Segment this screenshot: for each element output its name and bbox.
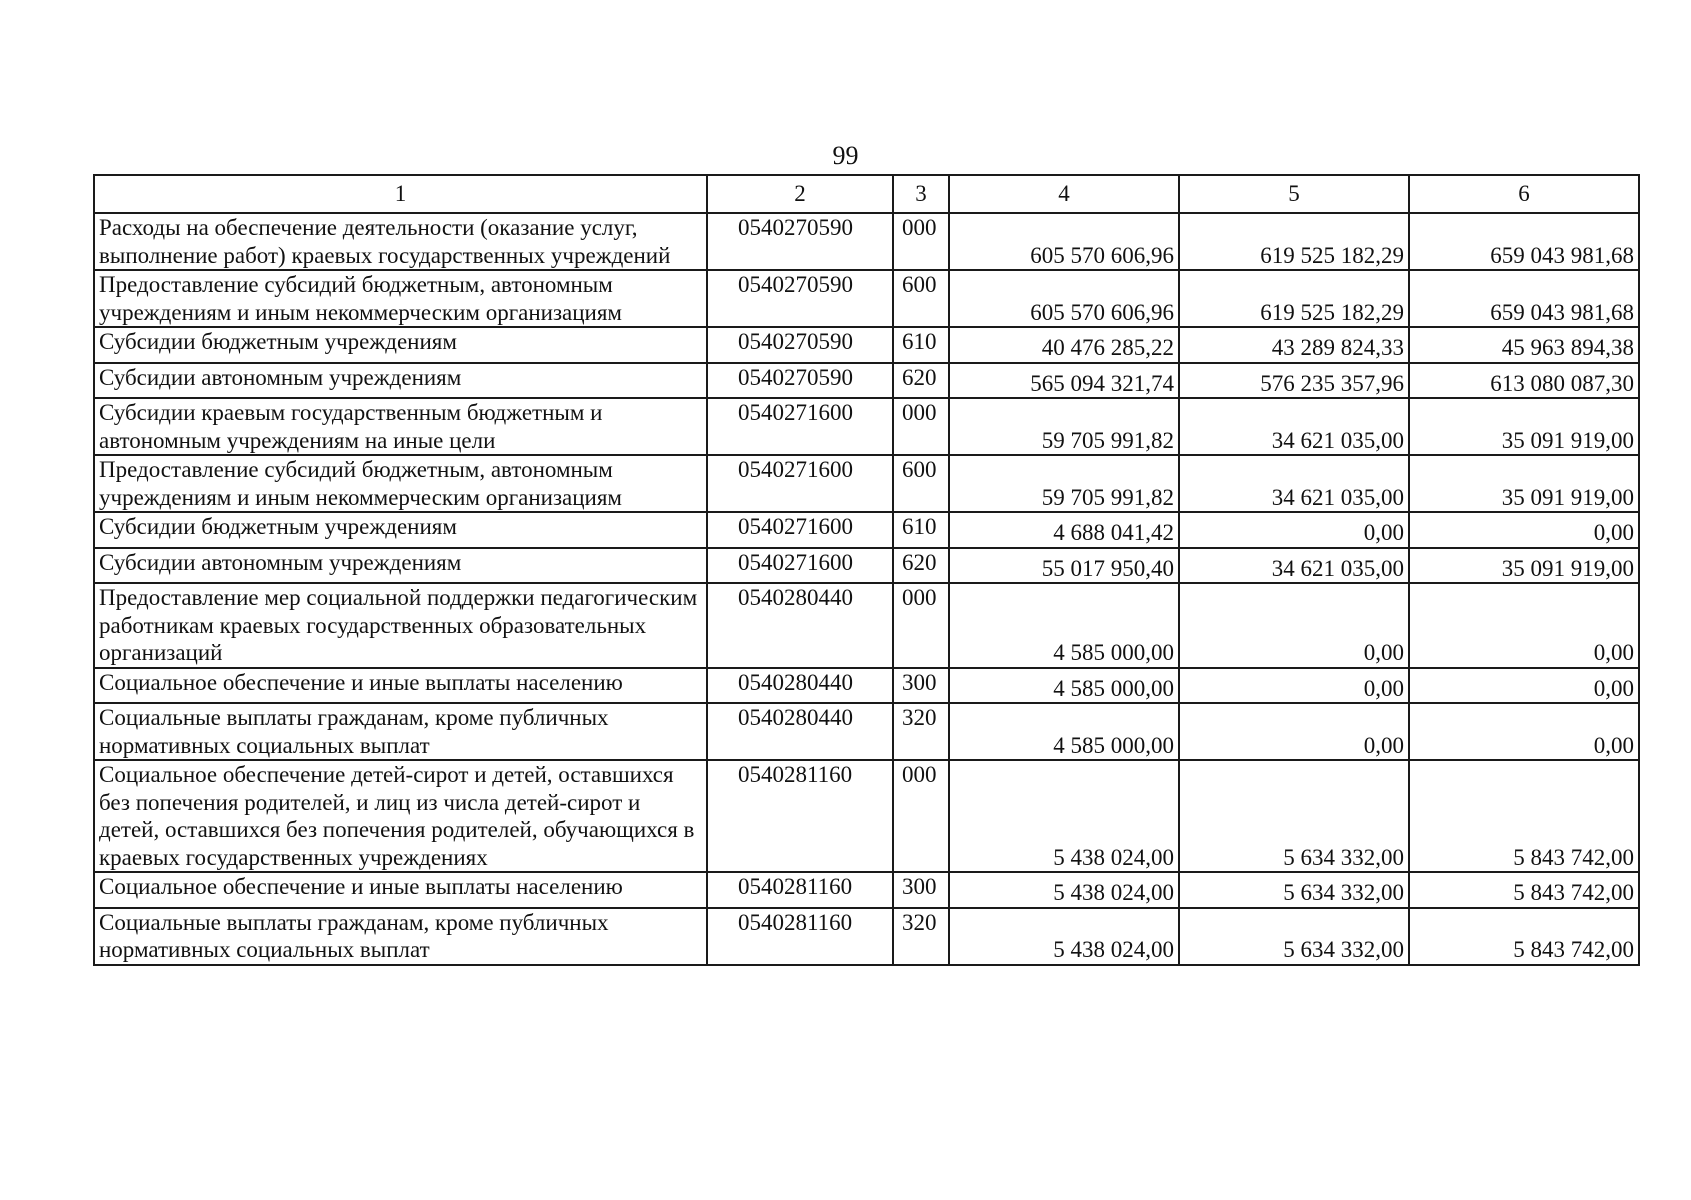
- row-amount-col6-cell: 659 043 981,68: [1409, 270, 1639, 327]
- row-name-cell: Предоставление мер социальной поддержки педагогическим работникам краевых государственных образовательных организаций: [94, 583, 707, 668]
- row-amount-col4-cell: 55 017 950,40: [949, 548, 1179, 584]
- row-name-cell: Субсидии автономным учреждениям: [94, 548, 707, 584]
- table-header: [94, 175, 1639, 213]
- row-amount-col6-cell: 613 080 087,30: [1409, 363, 1639, 399]
- table-row: [94, 548, 1639, 584]
- row-amount-col5-cell: 34 621 035,00: [1179, 398, 1409, 455]
- row-amount-col4-cell: 40 476 285,22: [949, 327, 1179, 363]
- row-amount-col6-cell: 5 843 742,00: [1409, 908, 1639, 965]
- row-name-cell: Социальные выплаты гражданам, кроме публичных нормативных социальных выплат: [94, 908, 707, 965]
- row-target-code-cell: 0540270590: [707, 327, 893, 363]
- row-amount-col4-cell: 605 570 606,96: [949, 270, 1179, 327]
- row-amount-col6-cell: 45 963 894,38: [1409, 327, 1639, 363]
- row-name-cell: Социальное обеспечение и иные выплаты населению: [94, 872, 707, 908]
- table-row: [94, 363, 1639, 399]
- row-amount-col4-cell: 5 438 024,00: [949, 908, 1179, 965]
- table-row: [94, 703, 1639, 760]
- header-col-5: 5: [1179, 175, 1409, 213]
- table-row: [94, 455, 1639, 512]
- header-col-6: 6: [1409, 175, 1639, 213]
- row-name-cell: Расходы на обеспечение деятельности (оказание услуг, выполнение работ) краевых государственных учреждений: [94, 213, 707, 270]
- table-row: [94, 668, 1639, 704]
- row-amount-col4-cell: 4 585 000,00: [949, 668, 1179, 704]
- row-amount-col6-cell: 35 091 919,00: [1409, 398, 1639, 455]
- row-amount-col5-cell: 576 235 357,96: [1179, 363, 1409, 399]
- row-expense-type-cell: 610: [893, 512, 949, 548]
- header-col-2: 2: [707, 175, 893, 213]
- row-name-cell: Социальное обеспечение и иные выплаты населению: [94, 668, 707, 704]
- row-expense-type-cell: 000: [893, 398, 949, 455]
- row-expense-type-cell: 600: [893, 455, 949, 512]
- row-amount-col5-cell: 43 289 824,33: [1179, 327, 1409, 363]
- row-amount-col6-cell: 5 843 742,00: [1409, 872, 1639, 908]
- row-expense-type-cell: 610: [893, 327, 949, 363]
- row-target-code-cell: 0540281160: [707, 908, 893, 965]
- row-amount-col4-cell: 59 705 991,82: [949, 455, 1179, 512]
- table-row: [94, 872, 1639, 908]
- row-amount-col5-cell: 619 525 182,29: [1179, 270, 1409, 327]
- row-amount-col4-cell: 565 094 321,74: [949, 363, 1179, 399]
- row-target-code-cell: 0540280440: [707, 583, 893, 668]
- row-amount-col5-cell: 0,00: [1179, 512, 1409, 548]
- page-number: 99: [832, 141, 859, 170]
- table-row: [94, 213, 1639, 270]
- row-amount-col4-cell: 4 688 041,42: [949, 512, 1179, 548]
- header-row: [94, 175, 1639, 213]
- table-row: [94, 583, 1639, 668]
- row-target-code-cell: 0540271600: [707, 512, 893, 548]
- row-amount-col6-cell: 0,00: [1409, 512, 1639, 548]
- row-expense-type-cell: 300: [893, 668, 949, 704]
- row-amount-col5-cell: 5 634 332,00: [1179, 872, 1409, 908]
- row-name-cell: Субсидии бюджетным учреждениям: [94, 512, 707, 548]
- row-amount-col5-cell: 5 634 332,00: [1179, 908, 1409, 965]
- row-amount-col5-cell: 5 634 332,00: [1179, 760, 1409, 872]
- table-row: [94, 270, 1639, 327]
- row-amount-col5-cell: 0,00: [1179, 703, 1409, 760]
- row-expense-type-cell: 300: [893, 872, 949, 908]
- table-row: [94, 398, 1639, 455]
- row-target-code-cell: 0540271600: [707, 398, 893, 455]
- row-amount-col5-cell: 0,00: [1179, 668, 1409, 704]
- row-amount-col4-cell: 59 705 991,82: [949, 398, 1179, 455]
- row-name-cell: Социальные выплаты гражданам, кроме публичных нормативных социальных выплат: [94, 703, 707, 760]
- row-amount-col6-cell: 5 843 742,00: [1409, 760, 1639, 872]
- row-amount-col4-cell: 5 438 024,00: [949, 760, 1179, 872]
- row-name-cell: Субсидии краевым государственным бюджетным и автономным учреждениям на иные цели: [94, 398, 707, 455]
- row-expense-type-cell: 620: [893, 363, 949, 399]
- row-expense-type-cell: 320: [893, 908, 949, 965]
- row-amount-col6-cell: 35 091 919,00: [1409, 548, 1639, 584]
- row-target-code-cell: 0540270590: [707, 363, 893, 399]
- row-name-cell: Предоставление субсидий бюджетным, автономным учреждениям и иным некоммерческим организациям: [94, 270, 707, 327]
- row-expense-type-cell: 600: [893, 270, 949, 327]
- row-amount-col5-cell: 619 525 182,29: [1179, 213, 1409, 270]
- row-amount-col4-cell: 5 438 024,00: [949, 872, 1179, 908]
- table-row: [94, 908, 1639, 965]
- row-amount-col4-cell: 605 570 606,96: [949, 213, 1179, 270]
- row-amount-col6-cell: 35 091 919,00: [1409, 455, 1639, 512]
- row-expense-type-cell: 000: [893, 760, 949, 872]
- row-amount-col6-cell: 659 043 981,68: [1409, 213, 1639, 270]
- row-amount-col6-cell: 0,00: [1409, 668, 1639, 704]
- table-body: [94, 213, 1639, 965]
- header-col-1: 1: [94, 175, 707, 213]
- row-expense-type-cell: 000: [893, 583, 949, 668]
- row-target-code-cell: 0540271600: [707, 455, 893, 512]
- row-amount-col4-cell: 4 585 000,00: [949, 703, 1179, 760]
- row-name-cell: Субсидии автономным учреждениям: [94, 363, 707, 399]
- row-target-code-cell: 0540280440: [707, 668, 893, 704]
- table-row: [94, 760, 1639, 872]
- row-amount-col5-cell: 34 621 035,00: [1179, 455, 1409, 512]
- row-target-code-cell: 0540281160: [707, 760, 893, 872]
- row-amount-col5-cell: 34 621 035,00: [1179, 548, 1409, 584]
- row-amount-col6-cell: 0,00: [1409, 583, 1639, 668]
- row-amount-col4-cell: 4 585 000,00: [949, 583, 1179, 668]
- row-name-cell: Социальное обеспечение детей-сирот и детей, оставшихся без попечения родителей, и лиц из числа детей-сирот и детей, оставшихся без попечения родителей, обучающихся в краевых государственных учреждениях: [94, 760, 707, 872]
- row-expense-type-cell: 620: [893, 548, 949, 584]
- row-expense-type-cell: 320: [893, 703, 949, 760]
- table-row: [94, 327, 1639, 363]
- row-amount-col6-cell: 0,00: [1409, 703, 1639, 760]
- row-target-code-cell: 0540271600: [707, 548, 893, 584]
- table-row: [94, 512, 1639, 548]
- row-amount-col5-cell: 0,00: [1179, 583, 1409, 668]
- row-target-code-cell: 0540270590: [707, 270, 893, 327]
- header-col-4: 4: [949, 175, 1179, 213]
- row-target-code-cell: 0540280440: [707, 703, 893, 760]
- row-name-cell: Предоставление субсидий бюджетным, автономным учреждениям и иным некоммерческим организациям: [94, 455, 707, 512]
- header-col-3: 3: [893, 175, 949, 213]
- row-expense-type-cell: 000: [893, 213, 949, 270]
- row-target-code-cell: 0540281160: [707, 872, 893, 908]
- row-target-code-cell: 0540270590: [707, 213, 893, 270]
- budget-table: [93, 174, 1640, 966]
- row-name-cell: Субсидии бюджетным учреждениям: [94, 327, 707, 363]
